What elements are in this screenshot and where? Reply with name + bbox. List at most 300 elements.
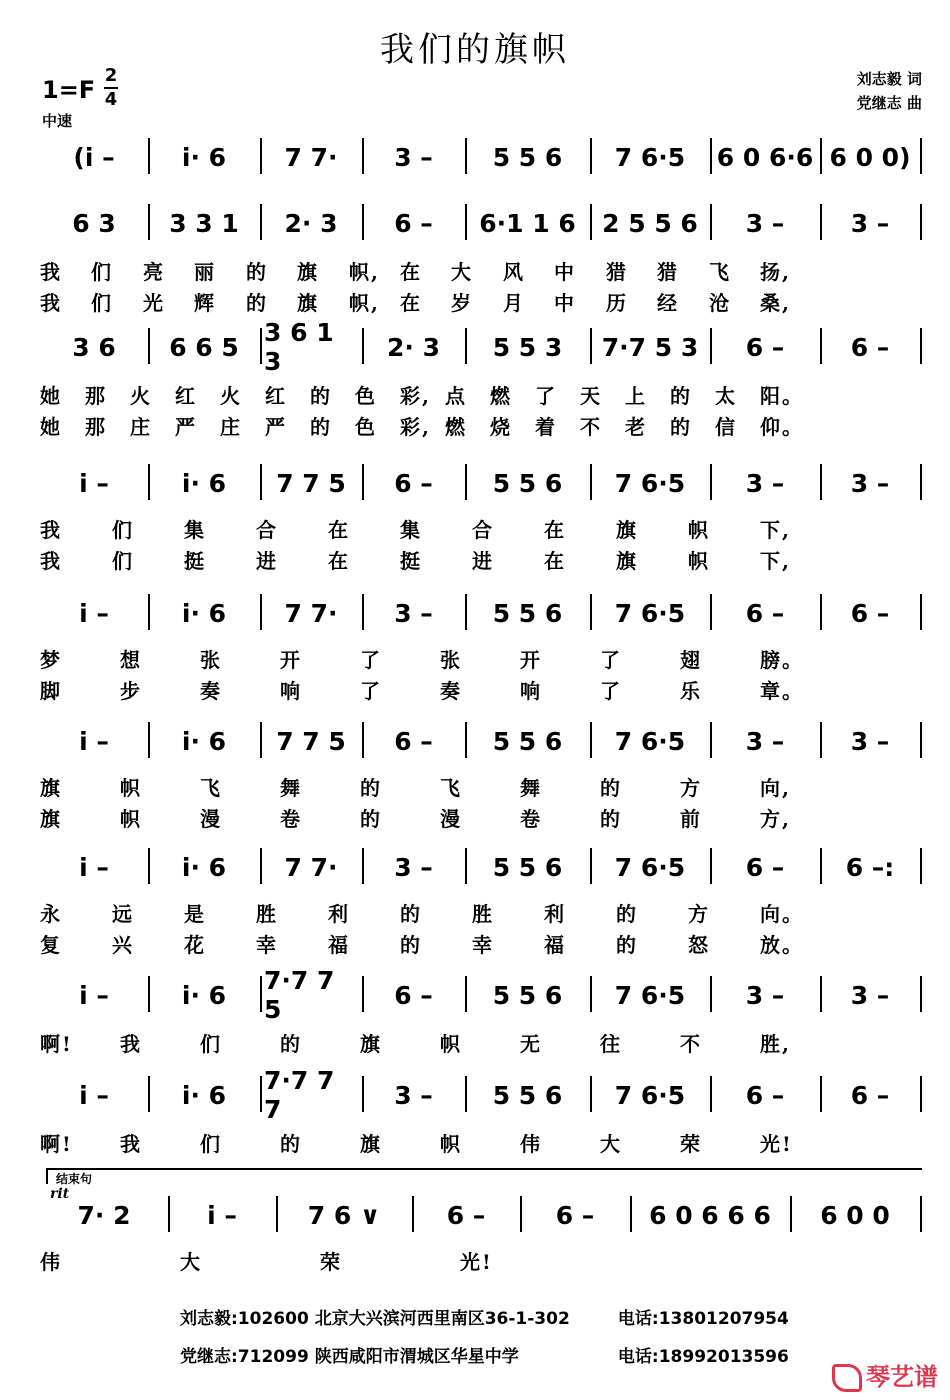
- lyric-char: 历: [606, 291, 628, 315]
- measure: 5 5 6: [492, 726, 563, 756]
- lyric-char: 们: [91, 260, 113, 284]
- song-title: 我们的旗帜: [380, 30, 570, 70]
- staff-row: [40, 1066, 920, 1124]
- lyric-char: 前: [680, 807, 702, 831]
- bar-line: [276, 1196, 278, 1232]
- lyric-char: 翅: [680, 648, 702, 672]
- coda-bracket: [46, 1168, 922, 1184]
- time-signature: [104, 66, 118, 110]
- measure: 3 –: [745, 208, 785, 238]
- measure: 6 –: [555, 1200, 595, 1230]
- lyric-char: 燃: [490, 384, 512, 408]
- lyric-char: 荣: [680, 1132, 702, 1156]
- measure: 6 –: [850, 332, 890, 362]
- lyric-char: 她: [40, 384, 62, 408]
- measure: 6 6 5: [169, 332, 239, 362]
- lyric-char: 奏: [200, 679, 222, 703]
- measure: 6 –: [394, 468, 433, 498]
- measure: 6 0 0): [829, 142, 911, 172]
- bar-line: [710, 1076, 712, 1112]
- bar-line: [465, 138, 467, 174]
- bar-line: [148, 722, 150, 758]
- lyric-char: 挺: [400, 549, 422, 573]
- lyric-char: 了: [600, 648, 622, 672]
- bar-line: [148, 204, 150, 240]
- measure: 3 –: [394, 852, 433, 882]
- measure: 7 6·5: [614, 468, 686, 498]
- measure: 7 6·5: [614, 852, 686, 882]
- bar-line: [465, 722, 467, 758]
- lyric-char: 们: [112, 518, 134, 542]
- bar-line: [362, 594, 364, 630]
- lyric-char: 利: [328, 902, 350, 926]
- bar-line: [820, 722, 822, 758]
- lyric-char: 伟: [520, 1132, 542, 1156]
- lyric-char: 色: [355, 384, 377, 408]
- lyric-char: 沧: [709, 291, 731, 315]
- lyric-char: 帜: [440, 1032, 462, 1056]
- lyric-char: 永: [40, 902, 62, 926]
- lyric-char: 帜: [688, 549, 710, 573]
- bar-line: [710, 594, 712, 630]
- bar-line: [362, 204, 364, 240]
- lyric-char: 开: [280, 648, 302, 672]
- lyric-char: 风: [503, 260, 525, 284]
- measure: 2 5 5 6: [602, 208, 698, 238]
- bar-line: [260, 848, 262, 884]
- measure: i· 6: [181, 726, 227, 756]
- lyric-char: 的: [310, 384, 332, 408]
- bar-line: [590, 464, 592, 500]
- lyric-char: 阳。: [760, 384, 804, 408]
- bar-line: [465, 328, 467, 364]
- lyric-char: 猎: [657, 260, 679, 284]
- lyric-char: 下,: [760, 549, 791, 573]
- measure: 7 7·: [284, 598, 338, 628]
- measure: 5 5 6: [492, 1080, 563, 1110]
- lyric-char: 章。: [760, 679, 804, 703]
- lyric-char: 脚: [40, 679, 62, 703]
- staff-row: [40, 458, 920, 508]
- lyric-char: 辉: [194, 291, 216, 315]
- lyric-char: 们: [200, 1132, 222, 1156]
- lyric-char: 光!: [460, 1250, 493, 1274]
- lyric-char: 张: [200, 648, 222, 672]
- lyric-char: 天: [580, 384, 602, 408]
- lyric-char: 信: [715, 415, 737, 439]
- measure: 6 –: [394, 726, 433, 756]
- lyric-char: 中: [554, 291, 576, 315]
- staff-row: [40, 198, 920, 248]
- bar-line: [362, 976, 364, 1012]
- bar-line: [710, 328, 712, 364]
- lyric-char: 怒: [688, 933, 710, 957]
- site-logo: 琴艺谱: [832, 1357, 938, 1392]
- composer-credit: 党继志 曲: [856, 94, 922, 112]
- lyric-char: 响: [280, 679, 302, 703]
- lyric-char: 亮: [143, 260, 165, 284]
- lyric-char: 经: [657, 291, 679, 315]
- lyric-char: 我: [40, 291, 62, 315]
- measure: 3 –: [394, 598, 433, 628]
- measure: 7 6·5: [614, 1080, 686, 1110]
- measure: 7 7·: [284, 852, 338, 882]
- lyric-char: 帜,: [349, 260, 380, 284]
- lyric-char: 在: [400, 291, 422, 315]
- measure: 6 3: [72, 208, 116, 238]
- lyric-char: 的: [670, 384, 692, 408]
- bar-line: [590, 138, 592, 174]
- measure: i –: [79, 598, 109, 628]
- bar-line: [820, 464, 822, 500]
- lyric-char: 卷: [280, 807, 302, 831]
- measure: 2· 3: [284, 208, 338, 238]
- lyric-char: 红: [175, 384, 197, 408]
- staff-row: [40, 1190, 920, 1240]
- measure: 7 7 5: [276, 726, 346, 756]
- bar-line: [920, 204, 922, 240]
- lyric-char: 集: [184, 518, 206, 542]
- measure: 7·7 7 7: [264, 1066, 335, 1124]
- lyric-char: 的: [600, 807, 622, 831]
- measure: i –: [79, 980, 109, 1010]
- lyric-char: 桑,: [760, 291, 791, 315]
- key-signature: 1=F: [42, 76, 96, 104]
- bar-line: [820, 976, 822, 1012]
- lyric-char: 啊!: [40, 1132, 73, 1156]
- lyric-char: 合: [472, 518, 494, 542]
- lyric-char: 燃: [445, 415, 467, 439]
- staff-row: [40, 842, 920, 892]
- measure: 6·1 1 6: [479, 208, 576, 238]
- lyric-char: 旗: [616, 549, 638, 573]
- bar-line: [590, 848, 592, 884]
- lyric-char: 的: [600, 776, 622, 800]
- lyric-char: 的: [360, 776, 382, 800]
- lyric-char: 舞: [520, 776, 542, 800]
- bar-line: [260, 328, 262, 364]
- measure: 5 5 6: [492, 598, 563, 628]
- lyric-char: 了: [600, 679, 622, 703]
- bar-line: [362, 848, 364, 884]
- lyric-char: 的: [310, 415, 332, 439]
- lyric-char: 了: [360, 679, 382, 703]
- bar-line: [465, 594, 467, 630]
- measure: 3 –: [394, 142, 433, 172]
- lyric-char: 红: [265, 384, 287, 408]
- measure: i· 6: [181, 142, 227, 172]
- lyric-char: 旗: [297, 260, 319, 284]
- bar-line: [920, 1196, 922, 1232]
- measure: 7·7 5 3: [601, 332, 699, 362]
- bar-line: [820, 594, 822, 630]
- lyric-char: 不: [680, 1032, 702, 1056]
- lyric-char: 膀。: [760, 648, 804, 672]
- lyric-char: 帜: [120, 776, 142, 800]
- lyric-char: 在: [544, 549, 566, 573]
- lyric-char: 点: [445, 384, 467, 408]
- bar-line: [590, 1076, 592, 1112]
- lyric-char: 了: [360, 648, 382, 672]
- lyric-char: 旗: [360, 1032, 382, 1056]
- lyric-char: 利: [544, 902, 566, 926]
- measure: i· 6: [181, 852, 227, 882]
- contact-footer: [180, 1300, 789, 1376]
- lyric-char: 的: [360, 807, 382, 831]
- lyric-char: 们: [200, 1032, 222, 1056]
- bar-line: [362, 328, 364, 364]
- lyric-char: 旗: [360, 1132, 382, 1156]
- measure: 6 –: [745, 598, 785, 628]
- lyric-char: 在: [544, 518, 566, 542]
- composer-phone: 电话:18992013596: [617, 1347, 789, 1367]
- lyric-char: 方: [688, 902, 710, 926]
- lyric-char: 胜,: [760, 1032, 791, 1056]
- lyric-char: 方,: [760, 807, 791, 831]
- lyric-char: 的: [400, 902, 422, 926]
- bar-line: [710, 976, 712, 1012]
- lyric-char: 火: [220, 384, 242, 408]
- lyric-char: 大: [451, 260, 473, 284]
- measure: 3 3 1: [169, 208, 239, 238]
- bar-line: [260, 204, 262, 240]
- lyric-char: 啊!: [40, 1032, 73, 1056]
- bar-line: [148, 1076, 150, 1112]
- measure: i· 6: [181, 1080, 227, 1110]
- bar-line: [920, 976, 922, 1012]
- lyric-char: 进: [472, 549, 494, 573]
- measure: 6 –: [446, 1200, 486, 1230]
- bar-line: [168, 1196, 170, 1232]
- measure: 7 6·5: [614, 598, 686, 628]
- lyric-char: 中: [554, 260, 576, 284]
- measure: 3 6: [72, 332, 116, 362]
- lyric-char: 挺: [184, 549, 206, 573]
- measure: 7 6·5: [614, 726, 686, 756]
- measure: 6 0 0: [820, 1200, 890, 1230]
- lyric-char: 的: [280, 1132, 302, 1156]
- measure: i· 6: [181, 980, 227, 1010]
- measure: 5 5 3: [492, 332, 563, 362]
- lyric-char: 方: [680, 776, 702, 800]
- lyric-char: 伟: [40, 1250, 62, 1274]
- measure: 3 –: [850, 980, 890, 1010]
- bar-line: [590, 722, 592, 758]
- lyric-char: 们: [112, 549, 134, 573]
- bar-line: [465, 976, 467, 1012]
- lyric-char: 福: [544, 933, 566, 957]
- bar-line: [362, 1076, 364, 1112]
- lyric-char: 在: [328, 549, 350, 573]
- lyric-char: 的: [246, 291, 268, 315]
- lyric-char: 庄: [220, 415, 242, 439]
- lyric-char: 奏: [440, 679, 462, 703]
- measure: 5 5 6: [492, 142, 563, 172]
- measure: i –: [79, 1080, 109, 1110]
- bar-line: [362, 722, 364, 758]
- lyric-char: 火: [130, 384, 152, 408]
- measure: i –: [207, 1200, 237, 1230]
- measure: 7 7·: [284, 142, 338, 172]
- lyric-char: 远: [112, 902, 134, 926]
- lyric-char: 集: [400, 518, 422, 542]
- lyric-char: 老: [625, 415, 647, 439]
- lyric-char: 我: [120, 1132, 142, 1156]
- bar-line: [260, 464, 262, 500]
- bar-line: [920, 722, 922, 758]
- lyric-char: 帜: [688, 518, 710, 542]
- lyric-char: 飞: [709, 260, 731, 284]
- lyric-char: 的: [670, 415, 692, 439]
- measure: 6 0 6·6: [716, 142, 814, 172]
- lyric-char: 福: [328, 933, 350, 957]
- lyric-char: 们: [91, 291, 113, 315]
- lyric-char: 我: [40, 260, 62, 284]
- measure: 6 –: [745, 1080, 785, 1110]
- coda-label: 结束句: [56, 1172, 93, 1186]
- lyric-char: 岁: [451, 291, 473, 315]
- lyric-char: 响: [520, 679, 542, 703]
- lyric-char: 向。: [760, 902, 804, 926]
- lyric-char: 梦: [40, 648, 62, 672]
- measure: 6 –: [394, 980, 433, 1010]
- lyric-char: 复: [40, 933, 62, 957]
- measure: 6 –: [394, 208, 433, 238]
- bar-line: [630, 1196, 632, 1232]
- measure: 3 –: [850, 208, 890, 238]
- bar-line: [820, 138, 822, 174]
- lyric-char: 上: [625, 384, 647, 408]
- bar-line: [465, 848, 467, 884]
- staff-row: [40, 132, 920, 182]
- measure: 7 7 5: [276, 468, 346, 498]
- lyric-char: 漫: [200, 807, 222, 831]
- bar-line: [260, 1076, 262, 1112]
- measure: 7 6 ∨: [307, 1200, 381, 1230]
- lyric-char: 在: [328, 518, 350, 542]
- lyric-char: 放。: [760, 933, 804, 957]
- staff-row: [40, 588, 920, 638]
- lyric-char: 烧: [490, 415, 512, 439]
- lyric-char: 我: [40, 549, 62, 573]
- bar-line: [260, 976, 262, 1012]
- measure: 3 6 1 3: [264, 318, 334, 376]
- tempo-marking: 中速: [42, 112, 73, 130]
- lyric-char: 光: [143, 291, 165, 315]
- measure: 3 –: [745, 468, 785, 498]
- lyric-char: 幸: [256, 933, 278, 957]
- lyric-char: 花: [184, 933, 206, 957]
- logo-icon: [832, 1364, 862, 1392]
- lyric-char: 飞: [200, 776, 222, 800]
- measure: 5 5 6: [492, 468, 563, 498]
- lyricist-credit: 刘志毅 词: [856, 70, 922, 88]
- lyric-char: 大: [180, 1250, 202, 1274]
- bar-line: [148, 328, 150, 364]
- lyric-char: 想: [120, 648, 142, 672]
- lyric-char: 着: [535, 415, 557, 439]
- bar-line: [260, 138, 262, 174]
- lyric-char: 彩,: [400, 415, 431, 439]
- staff-row: [40, 716, 920, 766]
- measure: 5 5 6: [492, 852, 563, 882]
- lyric-char: 开: [520, 648, 542, 672]
- lyric-char: 合: [256, 518, 278, 542]
- lyric-char: 不: [580, 415, 602, 439]
- bar-line: [465, 204, 467, 240]
- ritardando-marking: rit: [50, 1186, 70, 1202]
- measure: 7·7 7 5: [264, 966, 335, 1024]
- measure: 7 6·5: [614, 980, 686, 1010]
- lyricist-contact: 刘志毅:102600 北京大兴滨河西里南区36-1-302: [180, 1309, 570, 1329]
- bar-line: [590, 328, 592, 364]
- measure: 6 0 6 6 6: [649, 1200, 771, 1230]
- lyric-char: 在: [400, 260, 422, 284]
- bar-line: [920, 138, 922, 174]
- bar-line: [710, 722, 712, 758]
- measure: i –: [79, 726, 109, 756]
- lyric-char: 我: [120, 1032, 142, 1056]
- measure: i –: [79, 852, 109, 882]
- lyric-char: 荣: [320, 1250, 342, 1274]
- lyric-char: 月: [503, 291, 525, 315]
- bar-line: [148, 976, 150, 1012]
- bar-line: [820, 848, 822, 884]
- bar-line: [590, 976, 592, 1012]
- lyric-char: 无: [520, 1032, 542, 1056]
- lyric-char: 下,: [760, 518, 791, 542]
- composer-contact: 党继志:712099 陕西咸阳市渭城区华星中学: [180, 1347, 519, 1367]
- bar-line: [710, 848, 712, 884]
- lyric-char: 幸: [472, 933, 494, 957]
- lyric-char: 色: [355, 415, 377, 439]
- lyric-char: 我: [40, 518, 62, 542]
- lyric-char: 严: [265, 415, 287, 439]
- measure: 6 –: [745, 852, 785, 882]
- lyric-char: 旗: [40, 807, 62, 831]
- bar-line: [920, 1076, 922, 1112]
- bar-line: [710, 204, 712, 240]
- bar-line: [710, 464, 712, 500]
- bar-line: [710, 138, 712, 174]
- bar-line: [820, 328, 822, 364]
- bar-line: [412, 1196, 414, 1232]
- lyric-char: 胜: [472, 902, 494, 926]
- bar-line: [590, 204, 592, 240]
- lyric-char: 大: [600, 1132, 622, 1156]
- bar-line: [362, 464, 364, 500]
- bar-line: [260, 722, 262, 758]
- time-numerator: 2: [104, 65, 118, 86]
- bar-line: [260, 594, 262, 630]
- measure: i· 6: [181, 598, 227, 628]
- lyric-char: 的: [280, 1032, 302, 1056]
- lyric-char: 彩,: [400, 384, 431, 408]
- measure: 6 –: [850, 1080, 890, 1110]
- bar-line: [920, 594, 922, 630]
- bar-line: [820, 204, 822, 240]
- lyric-char: 庄: [130, 415, 152, 439]
- lyric-char: 仰。: [760, 415, 804, 439]
- lyric-char: 扬,: [760, 260, 791, 284]
- bar-line: [148, 464, 150, 500]
- bar-line: [920, 848, 922, 884]
- measure: i· 6: [181, 468, 227, 498]
- lyric-char: 帜: [440, 1132, 462, 1156]
- measure: 3 –: [745, 726, 785, 756]
- bar-line: [590, 594, 592, 630]
- bar-line: [362, 138, 364, 174]
